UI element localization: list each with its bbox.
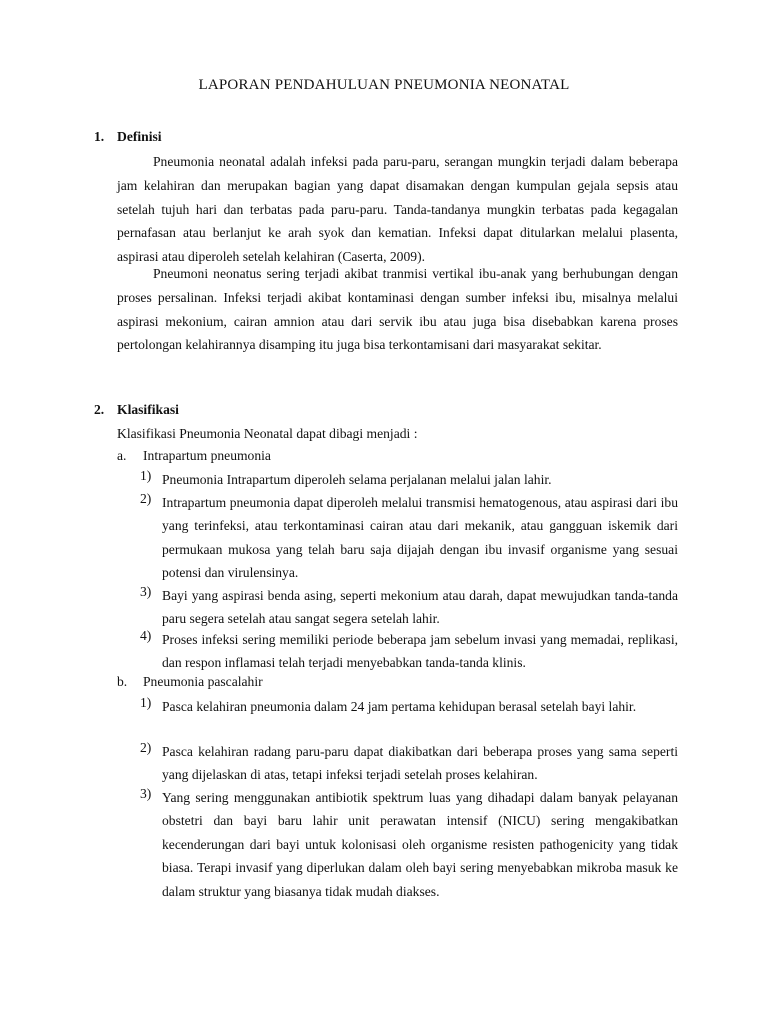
list-item — [140, 491, 678, 585]
section-heading-klasifikasi — [94, 402, 179, 418]
list-item — [140, 584, 678, 631]
list-item-text: Pasca kelahiran pneumonia dalam 24 jam pertama kehidupan berasal setelah bayi lahir. — [162, 699, 637, 714]
subsection-label: Intrapartum pneumonia — [143, 448, 271, 463]
subsection-letter: a. — [117, 448, 127, 463]
list-item-text: Bayi yang aspirasi benda asing, seperti mekonium atau darah, dapat mewujudkan tanda-tanda paru segera setelah atau sangat segera setelah lahir. — [162, 588, 678, 627]
section-number: 2. — [94, 402, 105, 417]
section-heading-definisi — [94, 129, 162, 145]
list-item-text: Intrapartum pneumonia dapat diperoleh melalui transmisi hematogenous, atau aspirasi dari ibu yang terinfeksi, atau terkontaminasi cairan atau dari mekanik, atau gangguan iskemik dari permukaan mukosa yang telah baru saja dijajah dengan ibu invasif organisme yang sesuai potensi dan virulensinya. — [162, 495, 678, 581]
subsection-label: Pneumonia pascalahir — [143, 674, 263, 689]
list-item — [140, 628, 678, 675]
list-item-number: 1) — [140, 468, 152, 483]
list-item — [140, 740, 678, 787]
section-number: 1. — [94, 129, 105, 144]
list-item-text: Pneumonia Intrapartum diperoleh selama perjalanan melalui jalan lahir. — [162, 472, 552, 487]
subsection-letter: b. — [117, 674, 128, 689]
list-item — [140, 468, 678, 491]
paragraph: Pneumonia neonatal adalah infeksi pada paru-paru, serangan mungkin terjadi dalam beberapa jam kelahiran dan merupakan bagian yang dapat disamakan dengan kumpulan gejala sepsis atau setelah tujuh hari dan terbatas pada paru-paru. Tanda-tandanya mungkin terbatas pada kegagalan pernafasan atau berlanjut ke arah syok dan kematian. Infeksi dapat ditularkan melalui plasenta, aspirasi atau diperoleh setelah kelahiran (Caserta, 2009). — [117, 154, 678, 265]
list-item-text: Yang sering menggunakan antibiotik spektrum luas yang dihadapi dalam banyak pelayanan obstetri dan bayi baru lahir unit perawatan intensif (NICU) sering mengakibatkan kecenderungan dari bayi untuk kolonisasi oleh organisme resisten pathogenicity yang tidak biasa. Terapi invasif yang diperlukan dalam oleh bayi sering menyebabkan mikroba masuk ke dalam struktur yang biasanya tidak mudah diakses. — [162, 790, 678, 899]
list-item — [140, 786, 678, 903]
document-title: LAPORAN PENDAHULUAN PNEUMONIA NEONATAL — [198, 77, 570, 93]
classification-intro: Klasifikasi Pneumonia Neonatal dapat dibagi menjadi : — [117, 426, 418, 441]
section-title: Definisi — [117, 129, 162, 144]
list-item — [140, 695, 678, 718]
list-item-text: Pasca kelahiran radang paru-paru dapat diakibatkan dari beberapa proses yang sama seperti yang dijelaskan di atas, tetapi infeksi terjadi setelah proses kelahiran. — [162, 744, 678, 783]
list-item-number: 1) — [140, 695, 152, 710]
list-item-number: 2) — [140, 740, 152, 755]
list-item-number: 3) — [140, 584, 152, 599]
list-item-number: 2) — [140, 491, 152, 506]
list-item-number: 4) — [140, 628, 152, 643]
list-item-text: Proses infeksi sering memiliki periode beberapa jam sebelum invasi yang memadai, replikasi, dan respon inflamasi telah terjadi menyebabkan tanda-tanda klinis. — [162, 632, 678, 671]
list-item-number: 3) — [140, 786, 152, 801]
subsection-b — [117, 674, 263, 690]
paragraph: Pneumoni neonatus sering terjadi akibat tranmisi vertikal ibu-anak yang berhubungan dengan proses persalinan. Infeksi terjadi akibat kontaminasi dengan sumber infeksi ibu, misalnya melalui aspirasi mekonium, cairan amnion atau dari servik ibu atau juga bisa disebabkan karena proses pertolongan kelahirannya disamping itu juga bisa terkontamisani dari masyarakat sekitar. — [117, 266, 678, 353]
subsection-a — [117, 448, 271, 464]
section-title: Klasifikasi — [117, 402, 179, 417]
